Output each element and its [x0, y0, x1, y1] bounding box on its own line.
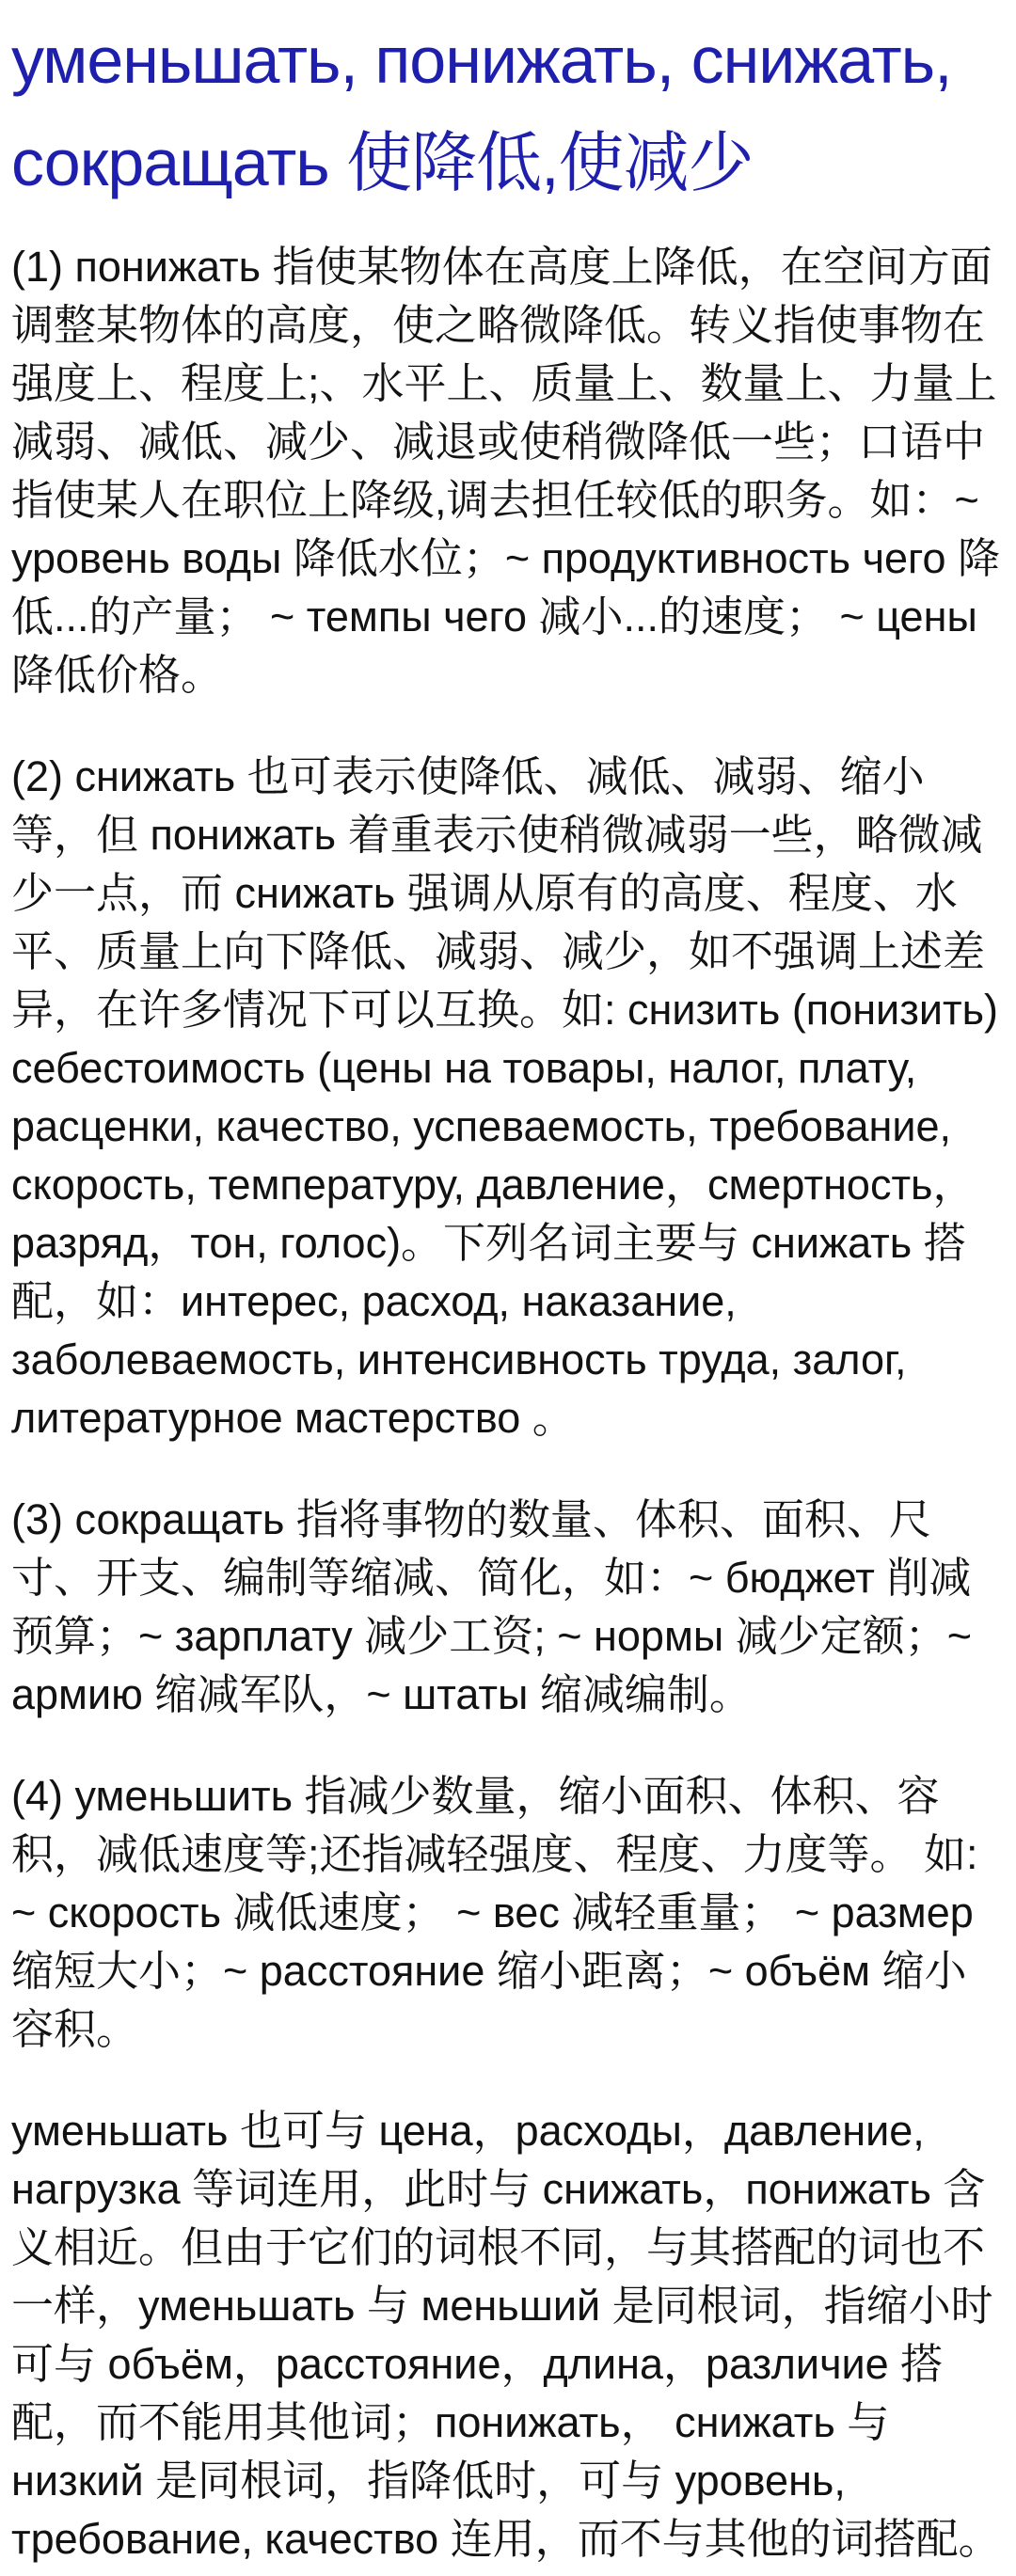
definition-paragraph-ponizhat: (1) понижать 指使某物体在高度上降低，在空间方面调整某物体的高度，使之略微降低。转义指使事物在强度上、程度上;、水平上、质量上、数量上、力量上减弱、减低、减少、减退或使稍微降低一些；口语中指使某人在职位上降级,调去担任较低的职务。如：~ уровень воды 降低水位；~ продуктивность чего 降低...的产量； ~ темпы чего 减小...的速度； ~ цены 降低价格。: [11, 243, 1000, 699]
definition-paragraph-sokrashchat: (3) сокращать 指将事物的数量、体积、面积、尺寸、开支、编制等缩减、简化，如：~ бюджет 削减预算；~ зарплату 减少工资; ~ нормы 减少定额；~ армию 缩减军队，~ штаты 缩减编制。: [11, 1495, 973, 1718]
definition-paragraphs: [11, 238, 1003, 2568]
page-title: уменьшать, понижать, снижать, сокращать 使降低,使减少: [11, 24, 952, 199]
definition-paragraph-umenshat-comparison: уменьшать 也可与 цена，расходы，давление, нагрузка 等词连用，此时与 снижать，понижать 含义相近。但由于它们的词根不同，与其搭配的词也不一样，уменьшать 与 меньший 是同根词，指缩小时可与 объём，расстояние，длина，различие 搭配，而不能用其他词；понижать， снижать 与 низкий 是同根词，指降低时，可与 уровень, требование, качество 连用，而不与其他的词搭配。: [11, 2107, 1001, 2563]
definition-paragraph-snizhat: (2) снижать 也可表示使降低、减低、减弱、缩小等，但 понижать 着重表示使稍微减弱一些，略微减少一点，而 снижать 强调从原有的高度、程度、水平、质量上向下降低、减弱、减少，如不强调上述差异，在许多情况下可以互换。如: снизить (понизить) себестоимость (цены на товары, налог, плату, расценки, качество, успеваемость, требование, скорость, температуру, давление，смертность，разряд，тон, голос)。下列名词主要与 снижать 搭配，如：интерес, расход, наказание, заболеваемость, интенсивность труда, залог, литературное мастерство 。: [11, 752, 998, 1442]
definition-paragraph-umenshit: (4) уменьшить 指减少数量，缩小面积、体积、容积，减低速度等;还指减轻强度、程度、力度等。 如: ~ скорость 减低速度； ~ вес 减轻重量； ~ размер 缩短大小；~ расстояние 缩小距离；~ объём 缩小容积。: [11, 1772, 978, 2053]
